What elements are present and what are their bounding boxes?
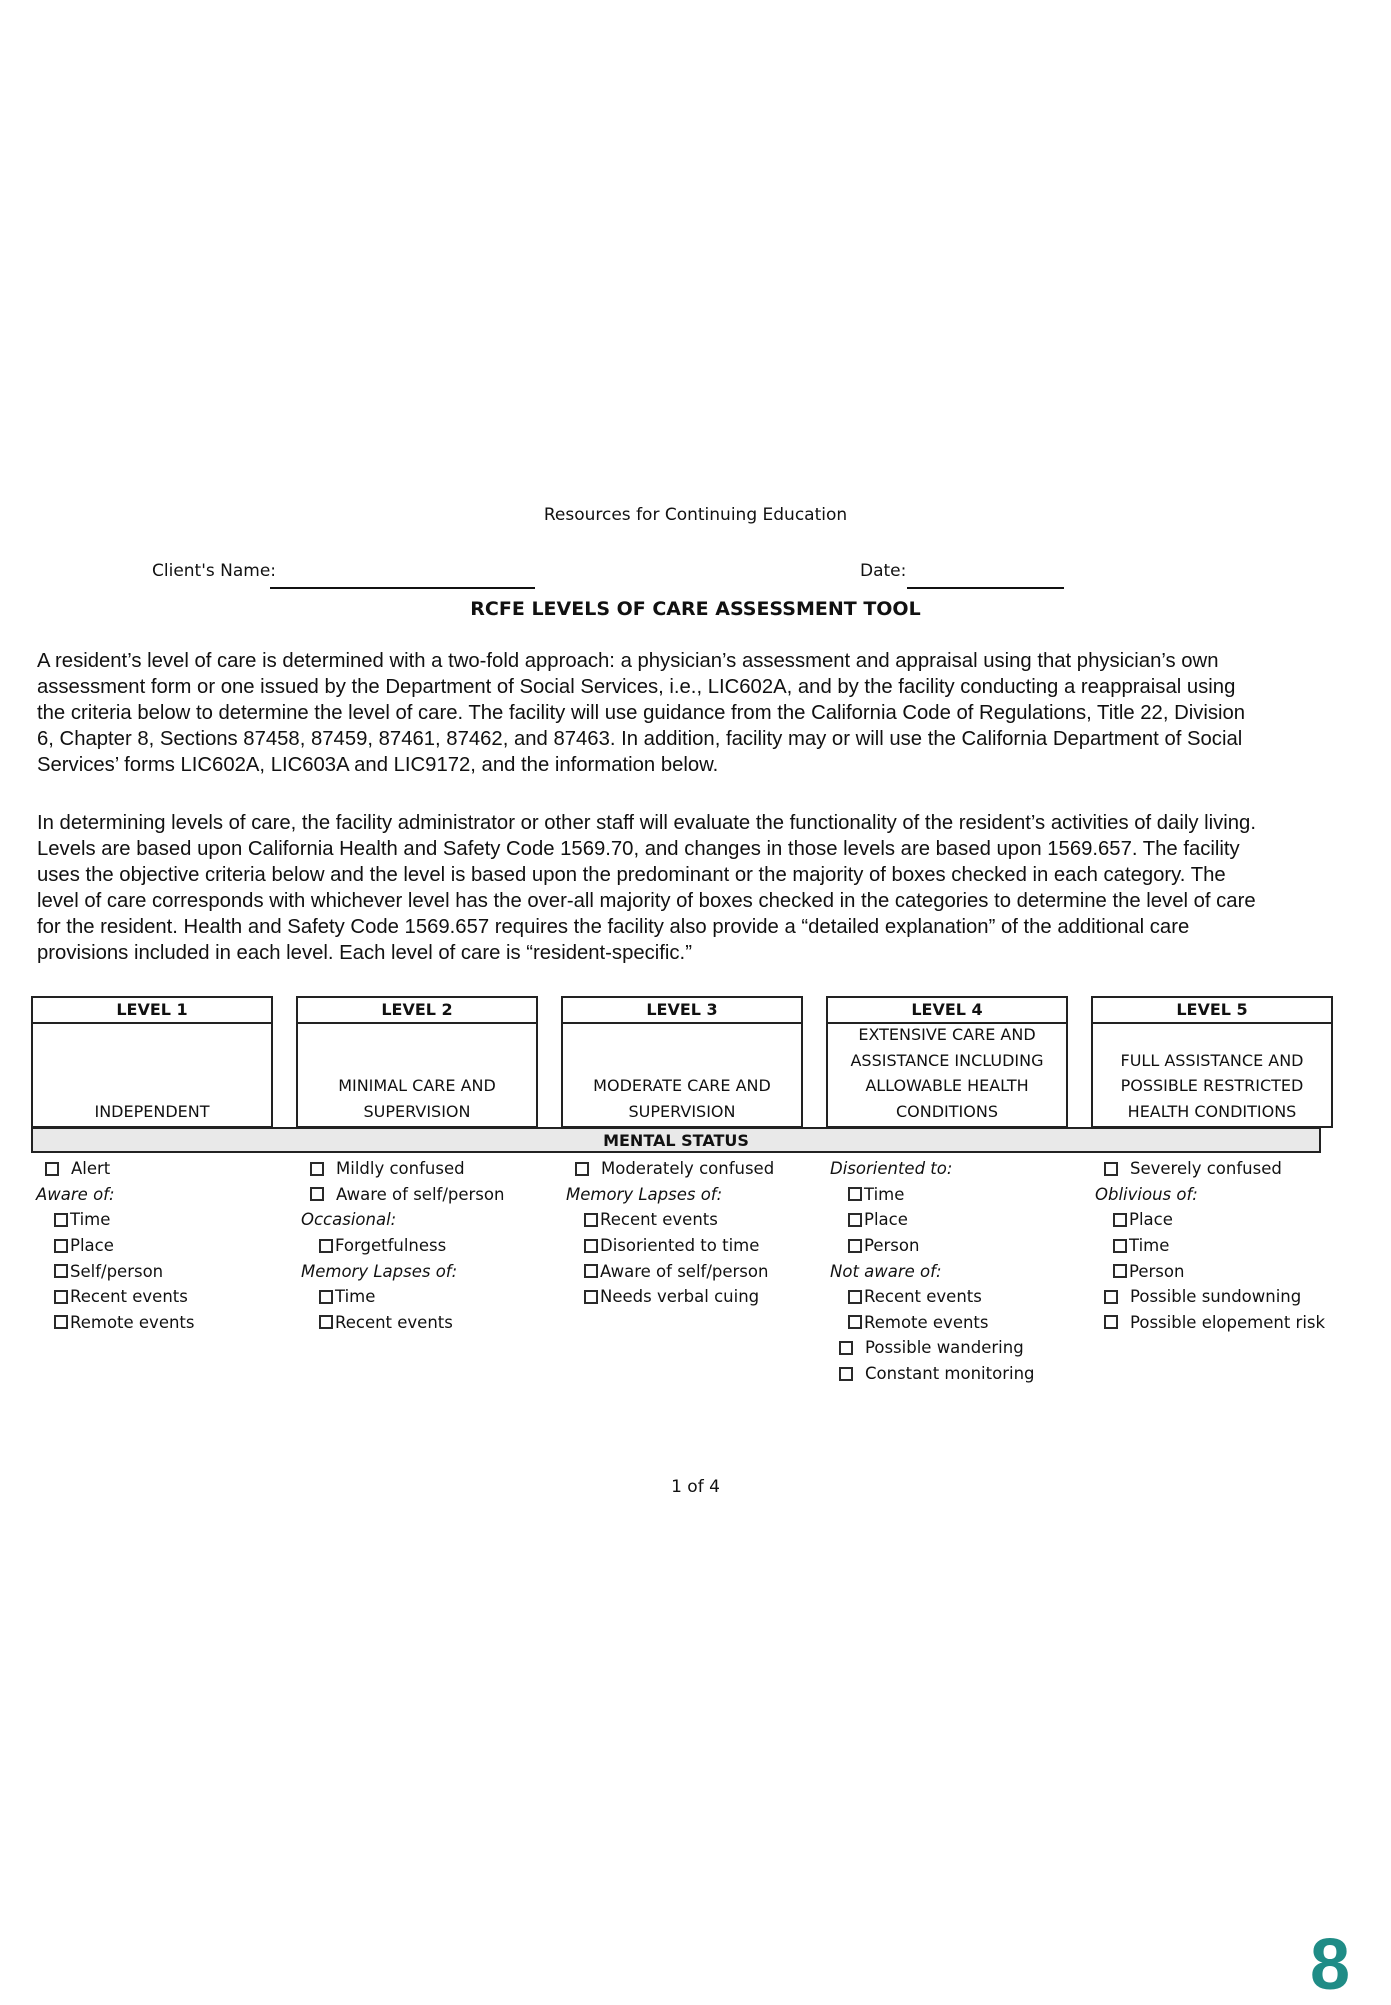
checkbox-label: Alert: [71, 1159, 111, 1179]
checkbox[interactable]: [848, 1315, 862, 1329]
checkbox[interactable]: [848, 1187, 862, 1201]
checkbox[interactable]: [54, 1290, 68, 1304]
checkbox[interactable]: [319, 1315, 333, 1329]
level-1-description: [37, 1099, 267, 1125]
checkbox[interactable]: [839, 1341, 853, 1355]
subheading-label: [830, 1156, 1035, 1182]
checkbox[interactable]: [54, 1315, 68, 1329]
checkbox-label: Recent events: [70, 1287, 188, 1307]
paragraph-line: provisions included in each level. Each level of care is “resident-specific.”: [37, 942, 692, 964]
checkbox-option: [36, 1258, 195, 1284]
checkbox-label: Possible wandering: [865, 1338, 1024, 1358]
checkbox-label: Recent events: [864, 1287, 982, 1307]
subheading-text: Memory Lapses of:: [566, 1184, 723, 1204]
checkbox-option: [301, 1284, 504, 1310]
checkbox[interactable]: [1104, 1162, 1118, 1176]
checkbox-label: Person: [864, 1236, 920, 1256]
paragraph-line: for the resident. Health and Safety Code 1569.657 requires the facility also provide a “detailed explanation” of the additional care: [37, 916, 1190, 938]
checkbox-label: Self/person: [70, 1261, 164, 1281]
paragraph-line: Levels are based upon California Health and Safety Code 1569.70, and changes in those levels are based upon 1569.657. The facility: [37, 838, 1240, 860]
checkbox-option: [566, 1258, 774, 1284]
subheading-text: Occasional:: [301, 1210, 397, 1230]
checkbox-option: [301, 1310, 504, 1336]
subheading-label: [1095, 1182, 1325, 1208]
paragraph-line: uses the objective criteria below and the level is based upon the predominant or the majority of boxes checked in each category. The: [37, 864, 1226, 886]
checkbox[interactable]: [584, 1290, 598, 1304]
client-name-label: Client's Name:: [152, 561, 277, 581]
checkbox-label: Remote events: [864, 1312, 989, 1332]
date-label: Date:: [860, 561, 907, 581]
level-desc-line: ASSISTANCE INCLUDING: [850, 1050, 1044, 1070]
checkbox-label: Possible elopement risk: [1130, 1312, 1326, 1332]
paragraph-line: Services’ forms LIC602A, LIC603A and LIC9172, and the information below.: [37, 754, 719, 776]
subheading-label: [301, 1258, 504, 1284]
level-desc-line: INDEPENDENT: [94, 1101, 210, 1121]
level-5-box: [1091, 996, 1333, 1128]
level-desc-line: FULL ASSISTANCE AND: [1120, 1050, 1304, 1070]
checkbox-option: [1095, 1258, 1325, 1284]
checkbox[interactable]: [310, 1187, 324, 1201]
checkbox-label: Aware of self/person: [600, 1261, 769, 1281]
paragraph-line: the criteria below to determine the level of care. The facility will use guidance from the California Code of Regulations, Title 22, Division: [37, 702, 1246, 724]
level-4-box: [826, 996, 1068, 1128]
paragraph-line: 6, Chapter 8, Sections 87458, 87459, 87461, 87462, and 87463. In addition, facility may or will use the California Department of Social: [37, 728, 1243, 750]
page-number: 1 of 4: [671, 1477, 720, 1497]
level-desc-line: MODERATE CARE AND: [593, 1076, 771, 1095]
checkbox-label: Place: [70, 1236, 114, 1256]
level-3-mental-status-column: [566, 1156, 774, 1310]
subheading-label: [566, 1182, 774, 1208]
level-1-heading: LEVEL 1: [33, 998, 271, 1024]
level-3-heading: LEVEL 3: [563, 998, 801, 1024]
checkbox-option: [1095, 1156, 1325, 1182]
level-1-box: [31, 996, 273, 1128]
checkbox-option: [830, 1310, 1035, 1336]
checkbox-option: [36, 1207, 195, 1233]
checkbox[interactable]: [1104, 1290, 1118, 1304]
checkbox-option: [566, 1233, 774, 1259]
checkbox-label: Place: [1129, 1210, 1173, 1230]
level-desc-line: POSSIBLE RESTRICTED: [1120, 1076, 1304, 1095]
subheading-text: Aware of:: [36, 1184, 115, 1204]
checkbox[interactable]: [54, 1239, 68, 1253]
checkbox[interactable]: [310, 1162, 324, 1176]
level-1-mental-status-column: [36, 1156, 195, 1335]
checkbox-option: [1095, 1207, 1325, 1233]
checkbox-label: Severely confused: [1130, 1159, 1282, 1179]
document-title: RCFE LEVELS OF CARE ASSESSMENT TOOL: [470, 598, 921, 620]
checkbox-option: [830, 1335, 1035, 1361]
level-3-description: [567, 1073, 797, 1124]
level-2-heading: LEVEL 2: [298, 998, 536, 1024]
level-desc-line: HEALTH CONDITIONS: [1127, 1101, 1297, 1121]
level-4-description: [832, 1022, 1062, 1124]
checkbox-option: [830, 1233, 1035, 1259]
checkbox[interactable]: [839, 1367, 853, 1381]
checkbox-option: [1095, 1233, 1325, 1259]
checkbox-label: Place: [864, 1210, 908, 1230]
checkbox-label: Time: [864, 1184, 905, 1204]
checkbox-label: Mildly confused: [336, 1159, 465, 1179]
checkbox-option: [36, 1310, 195, 1336]
page-badge: 8: [1309, 1925, 1351, 2005]
level-3-box: [561, 996, 803, 1128]
paragraph-line: assessment form or one issued by the Department of Social Services, i.e., LIC602A, and by the facility conducting a reappraisal using: [37, 676, 1236, 698]
checkbox-label: Time: [335, 1287, 376, 1307]
checkbox-option: [1095, 1284, 1325, 1310]
checkbox-label: Needs verbal cuing: [600, 1287, 760, 1307]
checkbox[interactable]: [45, 1162, 59, 1176]
level-2-box: [296, 996, 538, 1128]
checkbox-option: [1095, 1310, 1325, 1336]
level-2-description: [302, 1073, 532, 1124]
level-2-mental-status-column: [301, 1156, 504, 1335]
subheading-label: [830, 1258, 1035, 1284]
organization-header: Resources for Continuing Education: [543, 505, 848, 525]
level-desc-line: SUPERVISION: [363, 1101, 471, 1121]
level-desc-line: SUPERVISION: [628, 1101, 736, 1121]
checkbox-label: Moderately confused: [601, 1159, 775, 1179]
subheading-text: Disoriented to:: [830, 1159, 953, 1179]
checkbox-option: [566, 1156, 774, 1182]
date-field[interactable]: [907, 587, 1064, 589]
checkbox[interactable]: [848, 1239, 862, 1253]
checkbox-option: [566, 1207, 774, 1233]
checkbox[interactable]: [1104, 1315, 1118, 1329]
checkbox-option: [830, 1361, 1035, 1387]
checkbox[interactable]: [319, 1290, 333, 1304]
level-5-mental-status-column: [1095, 1156, 1325, 1335]
checkbox-option: [36, 1233, 195, 1259]
checkbox-label: Aware of self/person: [336, 1184, 505, 1204]
checkbox[interactable]: [584, 1264, 598, 1278]
checkbox-label: Recent events: [335, 1312, 453, 1332]
checkbox-label: Possible sundowning: [1130, 1287, 1302, 1307]
subheading-label: [36, 1182, 195, 1208]
paragraph-line: level of care corresponds with whichever level has the over-all majority of boxes checked in the categories to determine the level of care: [37, 890, 1256, 912]
checkbox-label: Recent events: [600, 1210, 718, 1230]
checkbox-label: Time: [1129, 1236, 1170, 1256]
checkbox-option: [36, 1284, 195, 1310]
checkbox-option: [301, 1182, 504, 1208]
checkbox-label: Remote events: [70, 1312, 195, 1332]
paragraph-line: In determining levels of care, the facility administrator or other staff will evaluate the functionality of the resident’s activities of daily living.: [37, 812, 1256, 834]
level-4-heading: LEVEL 4: [828, 998, 1066, 1024]
level-desc-line: MINIMAL CARE AND: [338, 1076, 496, 1095]
checkbox-label: Forgetfulness: [335, 1236, 447, 1256]
checkbox-option: [830, 1284, 1035, 1310]
checkbox[interactable]: [575, 1162, 589, 1176]
checkbox-option: [301, 1156, 504, 1182]
checkbox-label: Constant monitoring: [865, 1364, 1035, 1384]
subheading-text: Memory Lapses of:: [301, 1261, 458, 1281]
paragraph-line: A resident’s level of care is determined with a two-fold approach: a physician’s assessment and appraisal using that physician’s own: [37, 650, 1219, 672]
checkbox[interactable]: [54, 1264, 68, 1278]
checkbox-label: Disoriented to time: [600, 1236, 760, 1256]
level-5-description: [1097, 1048, 1327, 1125]
mental-status-heading: MENTAL STATUS: [31, 1127, 1321, 1153]
intro-paragraph-1: [37, 648, 1337, 778]
level-desc-line: EXTENSIVE CARE AND: [858, 1025, 1036, 1044]
checkbox[interactable]: [1113, 1213, 1127, 1227]
checkbox-option: [830, 1182, 1035, 1208]
checkbox[interactable]: [54, 1213, 68, 1227]
checkbox-option: [36, 1156, 195, 1182]
intro-paragraph-2: [37, 810, 1337, 966]
checkbox[interactable]: [1113, 1239, 1127, 1253]
checkbox[interactable]: [584, 1239, 598, 1253]
checkbox-option: [301, 1233, 504, 1259]
level-desc-line: CONDITIONS: [896, 1101, 998, 1121]
checkbox[interactable]: [848, 1290, 862, 1304]
checkbox-label: Person: [1129, 1261, 1185, 1281]
subheading-text: Not aware of:: [830, 1261, 942, 1281]
checkbox[interactable]: [1113, 1264, 1127, 1278]
level-4-mental-status-column: [830, 1156, 1035, 1386]
level-5-heading: LEVEL 5: [1093, 998, 1331, 1024]
checkbox[interactable]: [848, 1213, 862, 1227]
checkbox-option: [566, 1284, 774, 1310]
subheading-label: [301, 1207, 504, 1233]
checkbox-option: [830, 1207, 1035, 1233]
level-desc-line: ALLOWABLE HEALTH: [865, 1076, 1029, 1095]
subheading-text: Oblivious of:: [1095, 1184, 1198, 1204]
checkbox-label: Time: [70, 1210, 111, 1230]
checkbox[interactable]: [584, 1213, 598, 1227]
checkbox[interactable]: [319, 1239, 333, 1253]
client-name-field[interactable]: [270, 587, 535, 589]
